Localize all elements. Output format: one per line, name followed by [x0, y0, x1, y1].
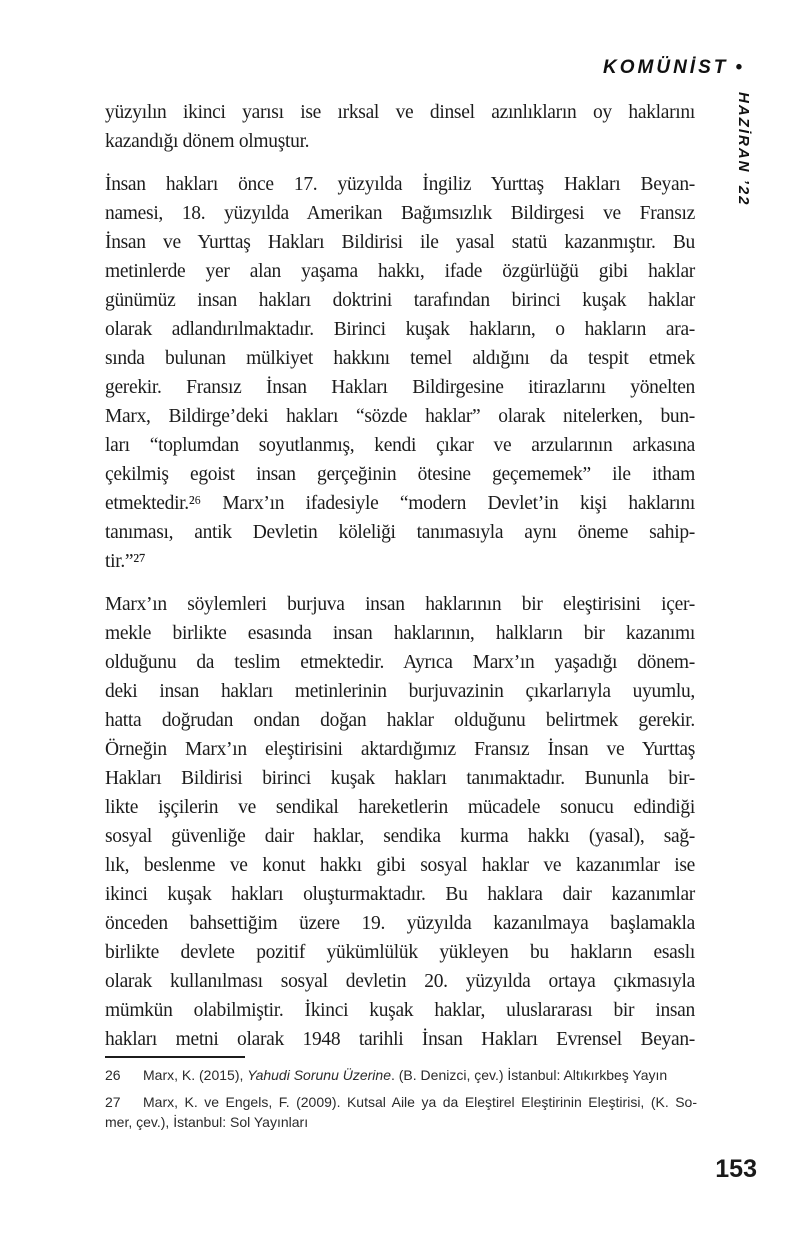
text-line: metinlerde yer alan yaşama hakkı, ifade özgürlüğü gibi haklar: [105, 261, 695, 282]
text-line: kazandığı dönem olmuştur.: [105, 131, 310, 152]
footnote-number: 26: [105, 1067, 121, 1083]
footnote-title-italic: Yahudi Sorunu Üzerine: [247, 1067, 391, 1083]
footnotes: [105, 1056, 697, 1139]
footnote-line: [105, 1092, 697, 1112]
text-line: önceden bahsettiğim üzere 19. yüzyılda kazanılmaya başlamakla: [105, 913, 695, 934]
footnote-line: mer, çev.), İstanbul: Sol Yayınları: [105, 1114, 309, 1130]
footnote-text: Marx, K. ve Engels, F. (2009). Kutsal Aile ya da Eleştirel Eleştirinin Eleştirisi, (K. So-: [143, 1094, 697, 1110]
bullet-icon: •: [735, 57, 742, 78]
text-line: sında bulunan mülkiyet hakkını temel aldığını da tespit etmek: [105, 348, 695, 369]
footnote-text: Marx, K. (2015),: [143, 1067, 248, 1083]
text-line: günümüz insan hakları doktrini tarafından birinci kuşak haklar: [105, 290, 695, 311]
text-line: yüzyılın ikinci yarısı ise ırksal ve dinsel azınlıkların oy haklarını: [105, 102, 695, 123]
text-line: ikinci kuşak hakları oluşturmaktadır. Bu haklara dair kazanımlar: [105, 884, 695, 905]
journal-title: KOMÜNİST: [603, 57, 729, 78]
text-line: ları “toplumdan soyutlanmış, kendi çıkar ve arzularının arkasına: [105, 435, 695, 456]
text-line: lık, beslenme ve konut hakkı gibi sosyal haklar ve kazanımlar ise: [105, 855, 695, 876]
paragraph: [105, 170, 695, 576]
text-line: sosyal güvenliğe dair haklar, sendika kurma hakkı (yasal), sağ-: [105, 826, 695, 847]
text-line: tanıması, antik Devletin köleliği tanımasıyla aynı öneme sahip-: [105, 522, 695, 543]
page-number: 153: [715, 1155, 757, 1183]
text-line: İnsan hakları önce 17. yüzyılda İngiliz Yurttaş Hakları Beyan-: [105, 174, 695, 195]
text-line: Örneğin Marx’ın eleştirisini aktardığımız Fransız İnsan ve Yurttaş: [105, 739, 695, 760]
text-line: hakları metni olarak 1948 tarihli İnsan Hakları Evrensel Beyan-: [105, 1029, 695, 1050]
footnote-number: 27: [105, 1094, 121, 1110]
footnote-26: [105, 1065, 697, 1085]
paragraph: [105, 98, 695, 156]
text-line: Marx, Bildirge’deki hakları “sözde haklar” olarak nitelerken, bun-: [105, 406, 695, 427]
text-line: çekilmiş egoist insan gerçeğinin ötesine geçememek” ile itham: [105, 464, 695, 485]
text-line: likte işçilerin ve sendikal hareketlerin mücadele sonucu edindiği: [105, 797, 695, 818]
text-line: hatta doğrudan ondan doğan haklar olduğunu belirtmek gerekir.: [105, 710, 695, 731]
text-line: olduğunu da teslim etmektedir. Ayrıca Marx’ın yaşadığı dönem-: [105, 652, 695, 673]
text-line: Marx’ın söylemleri burjuva insan haklarının bir eleştirisini içer-: [105, 594, 695, 615]
text-line: deki insan hakları metinlerinin burjuvazinin çıkarlarıyla uyumlu,: [105, 681, 695, 702]
text-line: namesi, 18. yüzyılda Amerikan Bağımsızlık Bildirgesi ve Fransız: [105, 203, 695, 224]
footnote-27: [105, 1092, 697, 1132]
text-line: olarak kullanılması sosyal devletin 20. yüzyılda ortaya çıkmasıyla: [105, 971, 695, 992]
paragraph: [105, 590, 695, 1054]
text-line: mümkün olabilmiştir. İkinci kuşak haklar, uluslararası bir insan: [105, 1000, 695, 1021]
text-line: Hakları Bildirisi birinci kuşak hakları tanımaktadır. Bununla bir-: [105, 768, 695, 789]
text-line: gerekir. Fransız İnsan Hakları Bildirgesine itirazlarını yönelten: [105, 377, 695, 398]
text-line: etmektedir.²⁶ Marx’ın ifadesiyle “modern Devlet’in kişi haklarını: [105, 493, 695, 514]
text-line: birlikte devlete pozitif yükümlülük yükleyen bu hakların esaslı: [105, 942, 695, 963]
text-line: mekle birlikte esasında insan haklarının, halkların bir kazanımı: [105, 623, 695, 644]
running-header: [603, 57, 742, 79]
text-line: tir.”²⁷: [105, 551, 146, 572]
text-line: olarak adlandırılmaktadır. Birinci kuşak hakların, o hakların ara-: [105, 319, 695, 340]
footnote-separator: [105, 1056, 245, 1058]
issue-date: HAZİRAN ’22: [735, 92, 752, 207]
body-text: [105, 98, 695, 1068]
footnote-text: . (B. Denizci, çev.) İstanbul: Altıkırkbeş Yayın: [390, 1067, 668, 1083]
text-line: İnsan ve Yurttaş Hakları Bildirisi ile yasal statü kazanmıştır. Bu: [105, 232, 695, 253]
